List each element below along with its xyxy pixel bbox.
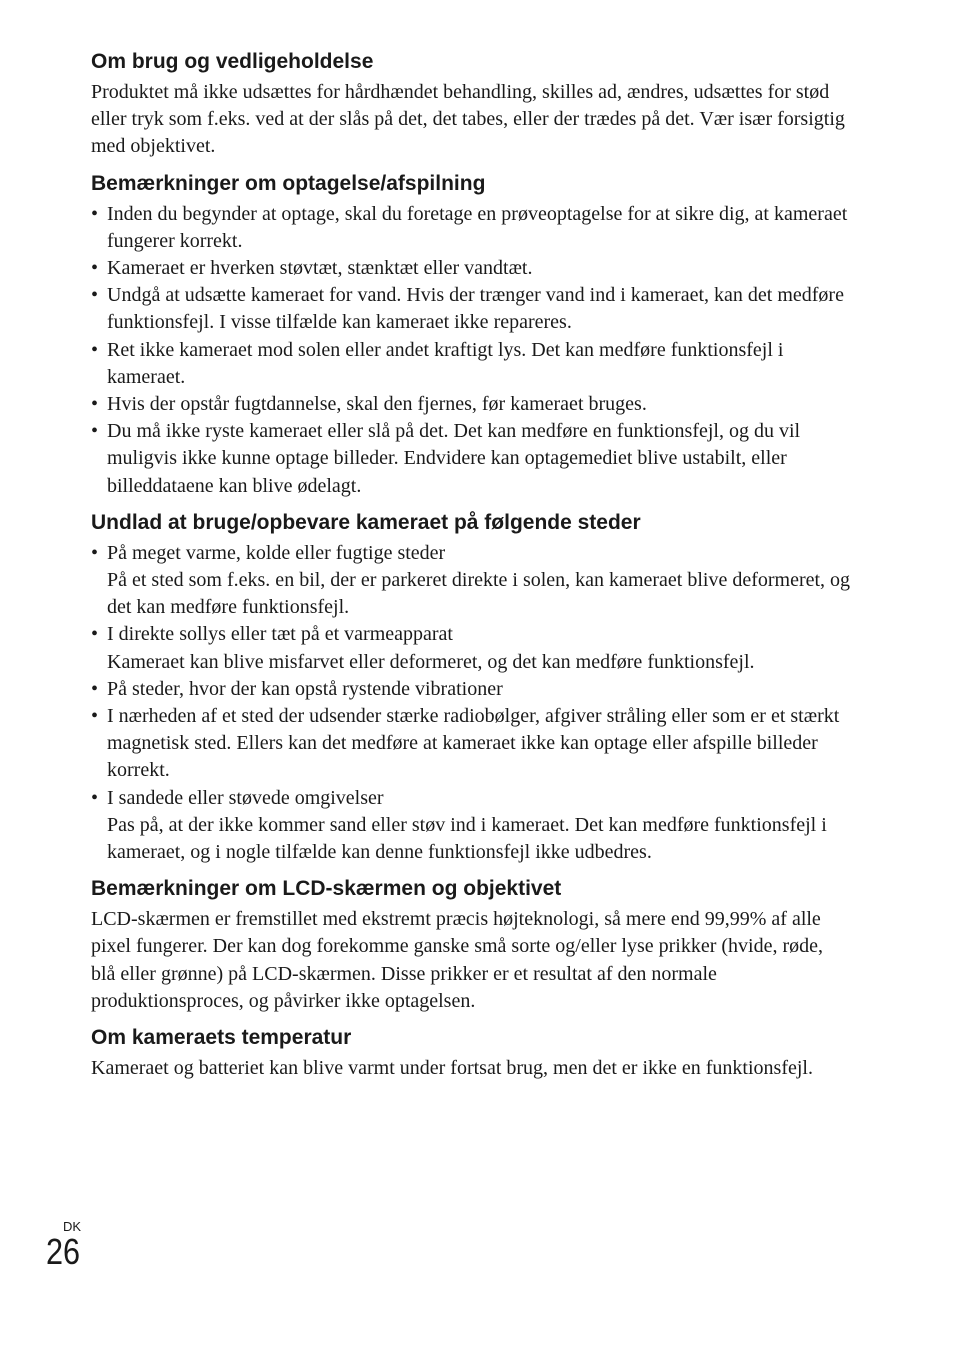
section-text: Produktet må ikke udsættes for hårdhændet behandling, skilles ad, ændres, udsættes for stød eller tryk som f.eks. ved at der slås på det, det tabes, eller der trædes på det. Vær især forsigtig med objektivet.: [91, 81, 845, 158]
section-text: Kameraet og batteriet kan blive varmt under fortsat brug, men det er ikke en funktionsfejl.: [91, 1057, 813, 1080]
section-text: LCD-skærmen er fremstillet med ekstremt præcis højteknologi, så mere end 99,99% af alle pixel fungerer. Der kan dog forekomme ganske små sorte og/eller lyse prikker (hvide, røde, blå eller grønne) på LCD-skærmen. Disse prikker er et resultat af den normale produktionsproces, og påvirker ikke optagelsen.: [91, 908, 823, 1012]
section-recording-notes: [91, 170, 851, 500]
list-item: • Du må ikke ryste kameraet eller slå på det. Det kan medføre en funktionsfejl, og du vil muligvis ikke kunne optage billeder. Endvidere kan optagemediet blive ustabilt, eller billeddataene kan blive ødelagt.: [91, 420, 801, 497]
list-item: • Kameraet er hverken støvtæt, stænktæt eller vandtæt.: [91, 257, 533, 280]
language-code: DK: [63, 1219, 82, 1234]
list-item: • Ret ikke kameraet mod solen eller andet kraftigt lys. Det kan medføre funktionsfejl i kameraet.: [91, 338, 784, 388]
document-body: [91, 48, 851, 1091]
bullet-list: [91, 201, 851, 500]
section-lcd: [91, 875, 851, 1015]
bullet-list: [91, 540, 851, 866]
section-heading: Bemærkninger om optagelse/afspilning: [91, 171, 486, 195]
list-item: • På steder, hvor der kan opstå rystende vibrationer: [91, 677, 503, 700]
list-item: • Hvis der opstår fugtdannelse, skal den fjernes, før kameraet bruges.: [91, 393, 647, 416]
page-footer: [46, 1220, 86, 1270]
list-item: • På meget varme, kolde eller fugtige steder På et sted som f.eks. en bil, der er parkeret direkte i solen, kan kameraet blive deformeret, og det kan medføre funktionsfejl.: [91, 541, 851, 619]
list-item: • I direkte sollys eller tæt på et varmeapparat Kameraet kan blive misfarvet eller deformeret, og det kan medføre funktionsfejl.: [91, 623, 755, 673]
section-avoid-places: [91, 509, 851, 866]
list-item: • I sandede eller støvede omgivelser Pas på, at der ikke kommer sand eller støv ind i kameraet. Det kan medføre funktionsfejl i kameraet, og i nogle tilfælde kan denne funktionsfejl ikke udbedres.: [91, 786, 827, 864]
list-item: • Undgå at udsætte kameraet for vand. Hvis der trænger vand ind i kameraet, kan det medføre funktionsfejl. I visse tilfælde kan kameraet ikke repareres.: [91, 284, 844, 334]
section-care: [91, 48, 851, 161]
section-heading: Bemærkninger om LCD-skærmen og objektivet: [91, 877, 562, 901]
section-heading: Undlad at bruge/opbevare kameraet på følgende steder: [91, 510, 641, 534]
section-heading: Om kameraets temperatur: [91, 1026, 352, 1050]
page-number: 26: [46, 1231, 81, 1272]
section-heading: Om brug og vedligeholdelse: [91, 50, 374, 73]
section-temperature: [91, 1024, 851, 1082]
list-item: • Inden du begynder at optage, skal du foretage en prøveoptagelse for at sikre dig, at kameraet fungerer korrekt.: [91, 202, 848, 252]
list-item: • I nærheden af et sted der udsender stærke radiobølger, afgiver stråling eller som er et stærkt magnetisk sted. Ellers kan det medføre at kameraet ikke kan optage eller afspille billeder korrekt.: [91, 705, 840, 782]
